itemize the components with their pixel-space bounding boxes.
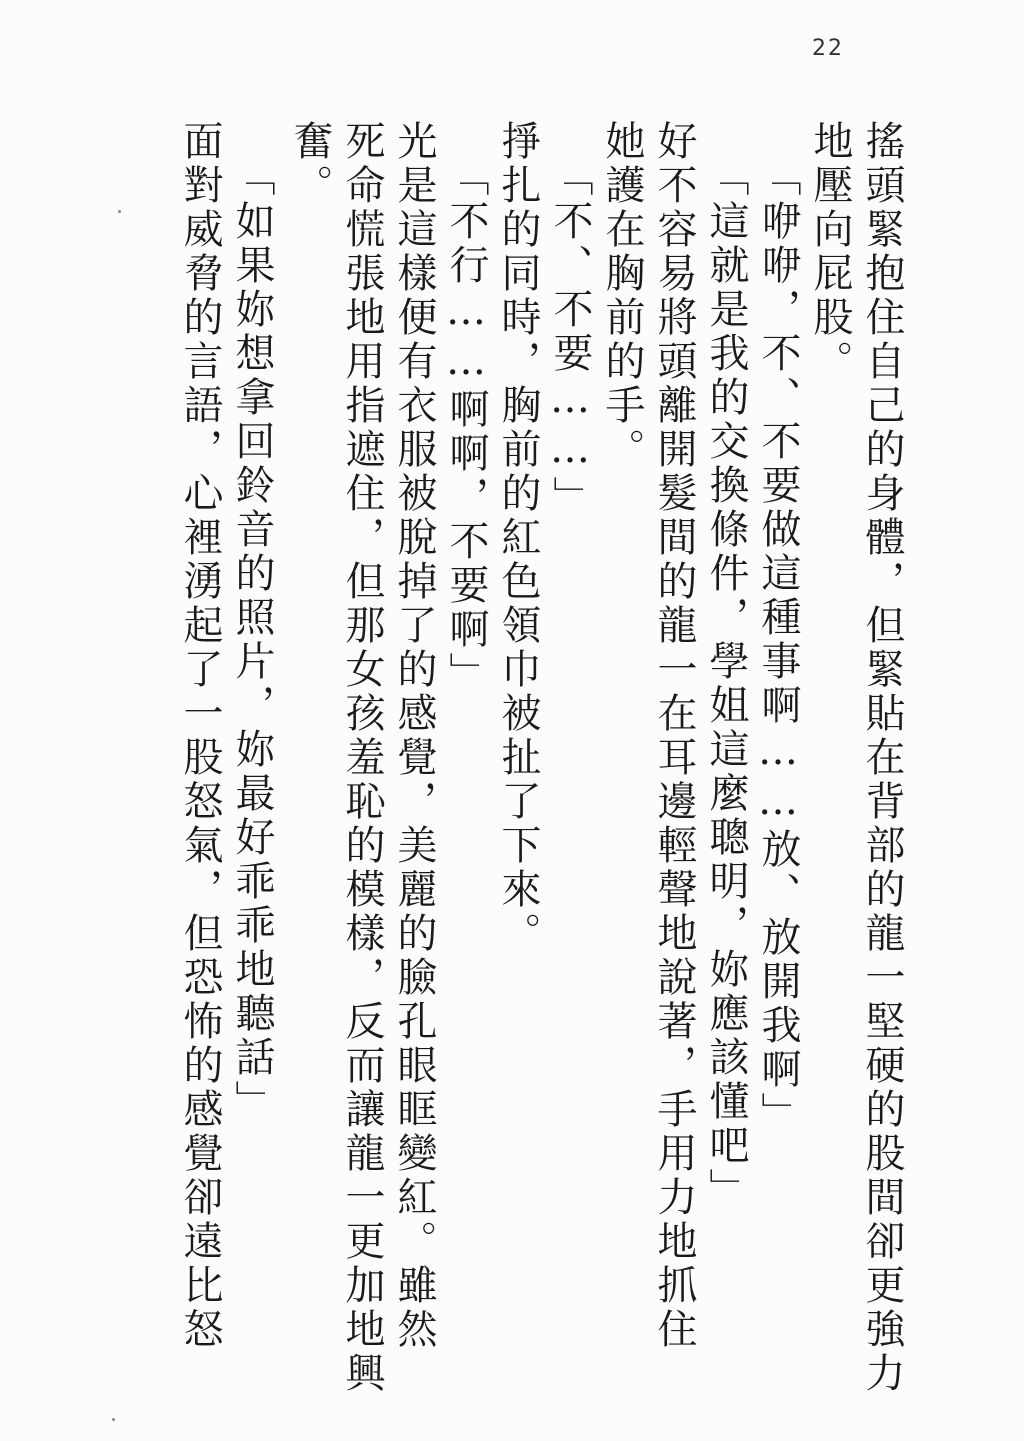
text-column-3: 「咿咿，不、不要做這種事啊……放、放開我啊」 <box>755 156 801 1136</box>
text-column-4: 「這就是我的交換條件，學姐這麼聰明，妳應該懂吧」 <box>703 156 749 1212</box>
text-column-10: 光是這樣便有衣服被脫掉了的感覺，美麗的臉孔眼眶變紅。雖然 <box>391 120 437 1352</box>
page-number: 22 <box>812 36 844 61</box>
text-column-9: 「不行……啊啊，不要啊」 <box>443 156 489 696</box>
scan-speck <box>118 210 121 213</box>
text-column-5: 好不容易將頭離開髮間的龍一在耳邊輕聲地說著，手用力地抓住 <box>651 120 697 1352</box>
text-column-11: 死命慌張地用指遮住，但那女孩羞恥的模樣，反而讓龍一更加地興 <box>339 120 385 1396</box>
text-column-13: 「如果妳想拿回鈴音的照片，妳最好乖乖地聽話」 <box>229 156 275 1124</box>
text-column-14: 面對威脅的言語，心裡湧起了一股怒氣，但恐怖的感覺卻遠比怒 <box>177 120 223 1352</box>
text-column-12: 奮。 <box>287 120 333 208</box>
text-column-6: 她護在胸前的手。 <box>599 120 645 472</box>
scan-speck <box>112 1418 115 1421</box>
text-column-2: 地壓向屁股。 <box>807 120 853 384</box>
text-column-7: 「不、不要……」 <box>547 156 593 520</box>
text-column-1: 搖頭緊抱住自己的身體，但緊貼在背部的龍一堅硬的股間卻更強力 <box>859 120 905 1396</box>
text-column-8: 掙扎的同時，胸前的紅色領巾被扯了下來。 <box>495 120 541 956</box>
